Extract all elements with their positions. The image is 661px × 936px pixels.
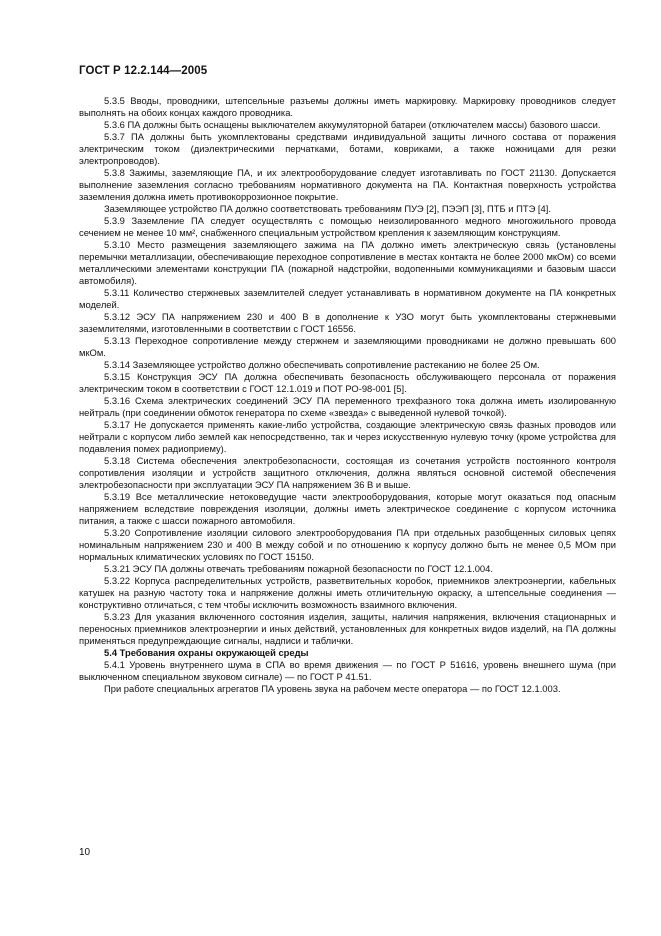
page-number: 10 — [79, 847, 91, 858]
paragraph-5-3-22: 5.3.22 Корпуса распределительных устройств, разветвительных коробок, приемников электроэнергии, кабельных катушек на разную частоту тока и напряжение должны иметь отличительную окраску, а штепсельные соединения — конструктивно отличаться, с тем чтобы исключить возможность взаимного включения. — [79, 575, 616, 610]
paragraph-5-3-23: 5.3.23 Для указания включенного состояния изделия, защиты, наличия напряжения, включения стационарных и переносных приемников электроэнергии и иных действий, установленных для конкретных видов изделий, на ПА должны применяться предупреждающие сигналы, надписи и таблички. — [79, 611, 616, 646]
paragraph-5-3-18: 5.3.18 Система обеспечения электробезопасности, состоящая из сочетания устройств постоянного контроля сопротивления изоляции и устройств защитного отключения, должна являться основной системой обеспечения электробезопасности при эксплуатации ЭСУ ПА напряжением 36 В и выше. — [79, 455, 616, 490]
paragraph-5-3-14: 5.3.14 Заземляющее устройство должно обеспечивать сопротивление растеканию не более 25 Ом. — [104, 359, 540, 370]
paragraph-5-3-20: 5.3.20 Сопротивление изоляции силового электрооборудования ПА при отдельных разобщенных силовых цепях номинальным напряжением 230 и 400 В между собой и по отношению к корпусу должно быть не менее 0,5 МОм при нормальных климатических условиях по ГОСТ 15150. — [79, 527, 616, 562]
paragraph-5-3-8-note: Заземляющее устройство ПА должно соответствовать требованиям ПУЭ [2], ПЭЭП [3], ПТБ и ПТЭ [4]. — [104, 203, 551, 214]
paragraph-5-3-19: 5.3.19 Все металлические нетоковедущие части электрооборудования, которые могут оказаться под опасным напряжением вследствие повреждения изоляции, должны иметь электрическое соединение с корпусом источника питания, а также с шасси пожарного автомобиля. — [79, 491, 616, 526]
paragraph-5-3-10: 5.3.10 Место размещения заземляющего зажима на ПА должно иметь электрическую связь (установлены перемычки металлизации, обеспечивающие переходное сопротивление в местах контакта не более 2000 мкОм) со всеми металлическими элементами конструкции ПА (пожарной надстройки, водопенными коммуникациями и базовым шасси автомобиля). — [79, 239, 616, 286]
paragraph-5-3-8: 5.3.8 Зажимы, заземляющие ПА, и их электрооборудование следует изготавливать по ГОСТ 21130. Допускается выполнение заземления согласно требованиям нормативного документа на ПА. Контактная поверхность устройства заземления должна иметь противокоррозионное покрытие. — [79, 167, 616, 202]
paragraph-5-3-5: 5.3.5 Вводы, проводники, штепсельные разъемы должны иметь маркировку. Маркировку проводников следует выполнять на обоих концах каждого проводника. — [79, 95, 616, 118]
paragraph-5-3-6: 5.3.6 ПА должны быть оснащены выключателем аккумуляторной батареи (отключателем массы) базового шасси. — [104, 119, 601, 130]
paragraph-5-3-17: 5.3.17 Не допускается применять какие-либо устройства, создающие электрическую связь фазных проводов или нейтрали с корпусом либо землей как непосредственно, так и через искусственную нулевую точку (кроме устройства для подавления помех радиоприему). — [79, 419, 616, 454]
paragraph-5-3-21: 5.3.21 ЭСУ ПА должны отвечать требованиям пожарной безопасности по ГОСТ 12.1.004. — [104, 563, 493, 574]
paragraph-5-3-12: 5.3.12 ЭСУ ПА напряжением 230 и 400 В в дополнение к УЗО могут быть укомплектованы стержневыми заземлителями, изготовленными в соответствии с ГОСТ 16556. — [79, 311, 616, 334]
paragraph-5-3-13: 5.3.13 Переходное сопротивление между стержнем и заземляющими проводниками не должно превышать 600 мкОм. — [79, 335, 616, 358]
paragraph-5-3-11: 5.3.11 Количество стержневых заземлителей следует устанавливать в нормативном документе на ПА конкретных моделей. — [79, 287, 616, 310]
paragraph-5-3-16: 5.3.16 Схема электрических соединений ЭСУ ПА переменного трехфазного тока должна иметь изолированную нейтраль (при соединении обмоток генератора по схеме «звезда» с выведенной нулевой точкой). — [79, 395, 616, 418]
paragraph-5-4-1-note: При работе специальных агрегатов ПА уровень звука на рабочем месте оператора — по ГОСТ 12.1.003. — [104, 683, 561, 694]
section-heading-5-4: 5.4 Требования охраны окружающей среды — [104, 647, 309, 658]
paragraph-5-4-1: 5.4.1 Уровень внутреннего шума в СПА во время движения — по ГОСТ Р 51616, уровень внешнего шума (при выключенном специальном звуковом сигнале) — по ГОСТ Р 41.51. — [79, 659, 616, 682]
page-header: ГОСТ Р 12.2.144—2005 — [79, 65, 208, 77]
paragraph-5-3-7: 5.3.7 ПА должны быть укомплектованы средствами индивидуальной защиты личного состава от поражения электрическим током (диэлектрическими перчатками, ботами, ковриками, а также ножницами для резки электропроводов). — [79, 131, 616, 166]
paragraph-5-3-9: 5.3.9 Заземление ПА следует осуществлять с помощью неизолированного медного многожильного провода сечением не менее 10 мм², снабженного специальным устройством крепления к заземляющим конструкциям. — [79, 215, 616, 238]
document-body — [79, 95, 616, 695]
paragraph-5-3-15: 5.3.15 Конструкция ЭСУ ПА должна обеспечивать безопасность обслуживающего персонала от поражения электрическим током в соответствии с ГОСТ 12.1.019 и ПОТ РО-98-001 [5]. — [79, 371, 616, 394]
